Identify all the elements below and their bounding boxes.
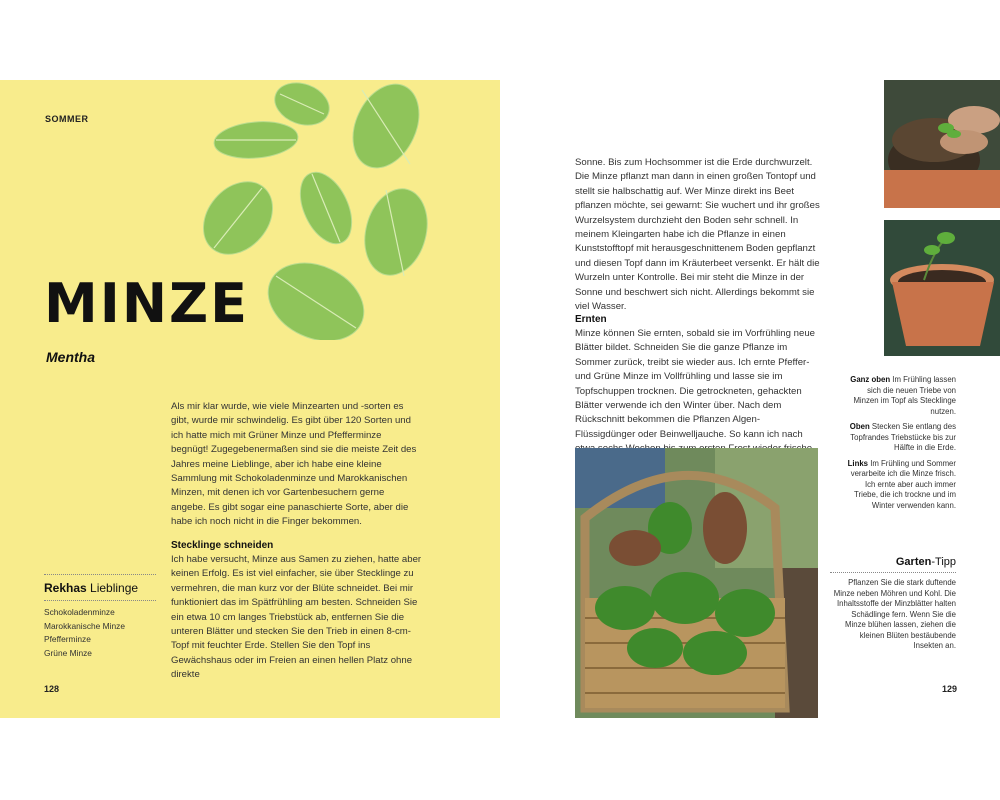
left-page: [0, 80, 500, 718]
page-title: MINZE: [44, 272, 250, 335]
caption: [845, 459, 956, 512]
divider: [44, 574, 156, 575]
caption-text: Stecken Sie entlang des Topfrandes Triebstücke bis zur Hälfte in die Erde.: [850, 422, 956, 452]
section-label: SOMMER: [45, 114, 89, 124]
favorite-item: Pfefferminze: [44, 634, 91, 644]
tip-title-light: -Tipp: [931, 556, 956, 568]
garden-tip-title: [830, 556, 956, 568]
ernten-paragraph: Minze können Sie ernten, sobald sie im Vorfrühling neue Blätter bildet. Schneiden Sie die ganze Pflanze im Sommer zurück, treibt sie wieder aus. Ich ernte Pfeffer- und Grüne Minze im Vollfrühling und lasse sie im Topfschuppen trocknen. Die getrockneten, gehackten Blätter verwende ich den Winter über. Nach dem Rückschnitt bekommen die Pflanzen Algen-Flüssigdünger oder Beinwelljauche. So kann ich nach: [575, 328, 815, 440]
photo-captions: [845, 375, 956, 516]
favorite-item: Grüne Minze: [44, 647, 92, 658]
tip-title-bold: Garten: [895, 556, 932, 568]
divider: [830, 572, 956, 573]
stecklinge-paragraph: Ich habe versucht, Minze aus Samen zu ziehen, hatte aber keinen Erfolg. Es ist viel einfacher, sie über Stecklinge zu vermehren, die man kurz vor der Blüte schneidet. Bei mir funktioniert das im Spätfrühling am besten. Schneiden Sie ein etwa 10 cm langes Triebstück ab, entfernen Sie die unteren Blätter und stecken Sie den Trieb in einen 8-cm-Topf mit feuchter Erde. Stellen Sie den Topf ins Gewächshaus oder im Freien an einen hellen Platz ohne direkte: [171, 554, 422, 681]
garden-tip-text: Pflanzen Sie die stark duftende Minze neben Möhren und Kohl. Die Inhaltsstoffe der Minzblätter halten Schädlinge fern. Wenn Sie die Minze blühen lassen, ziehen die kleinen Blüten bestäubende Insekten an.: [833, 578, 956, 650]
page-number-right: 129: [942, 684, 958, 694]
garden-tip-box: [830, 556, 956, 652]
basket-harvest-photo: [575, 448, 818, 718]
caption: [845, 422, 956, 454]
caption-label: Links: [847, 458, 869, 468]
page-number-left: 128: [44, 684, 60, 694]
favorites-title-bold: Rekhas: [44, 581, 87, 595]
caption-text: Im Frühling und Sommer verarbeite ich die Minze frisch. Ich ernte aber auch immer Triebe, die ich trockne und im Winter verwenden kann.: [850, 458, 956, 510]
caption-label: Oben: [849, 422, 870, 431]
favorite-item: Schokoladenminze: [44, 607, 115, 617]
caption-label: Ganz oben: [850, 375, 891, 384]
caption-text: Im Frühling lassen sich die neuen Triebe von Minzen im Topf als Stecklinge nutzen.: [853, 375, 956, 416]
ernten-heading: Ernten: [575, 314, 607, 325]
ernten-section: [575, 306, 820, 471]
favorites-title-light: Lieblinge: [86, 581, 139, 595]
favorites-box: [44, 574, 156, 660]
favorite-item: Marokkanische Minze: [44, 620, 125, 631]
botanical-name: Mentha: [46, 349, 95, 365]
stecklinge-heading: Stecklinge schneiden: [171, 540, 274, 551]
divider: [44, 600, 156, 601]
right-page: [500, 80, 1000, 718]
continuation-paragraph: Sonne. Bis zum Hochsommer ist die Erde durchwurzelt. Die Minze pflanzt man dann in einen großen Tontopf und stellt sie halbschattig auf. Wer Minze direkt ins Beet pflanzen möchte, sei gewarnt: Sie wuchert und ihr großes Wurzelsystem durchzieht den Boden sehr schnell. In meinem Kleingarten habe ich die Pflanze in einen Kunststofftopf mit herausgeschnittenem Boden gepflanzt und diesen Topf dann im Kräuterbeet versenkt. Er hält die Wurzeln unter Kontrolle. Bei mir steht die Minze in der Sonne und beschwert sich nicht. Allerdings bekommt sie viel Wasser.: [575, 157, 820, 313]
cutting-photo: [884, 80, 1000, 208]
stecklinge-section: [171, 532, 423, 683]
potted-cutting-photo: [884, 220, 1000, 356]
intro-paragraph: Als mir klar wurde, wie viele Minzearten und -sorten es gibt, wurde mir schwindelig. Es gibt über 120 Sorten und ich hatte mich mit Grüner Minze und Pfefferminze begnügt! Zugegebenermaßen sind sie die meiste Zeit des Jahres meine Lieblinge, aber ich habe eine kleine Sammlung mit Schokoladenminze und Marokkanischen Minzen, mit denen ich vor Gartenbesuchern gerne angebe. Es gibt sogar eine panaschierte Sorte, aber die habe ich noch nicht in die Finger bekommen.: [171, 401, 417, 528]
favorites-title: [44, 581, 156, 595]
caption: [845, 375, 956, 417]
